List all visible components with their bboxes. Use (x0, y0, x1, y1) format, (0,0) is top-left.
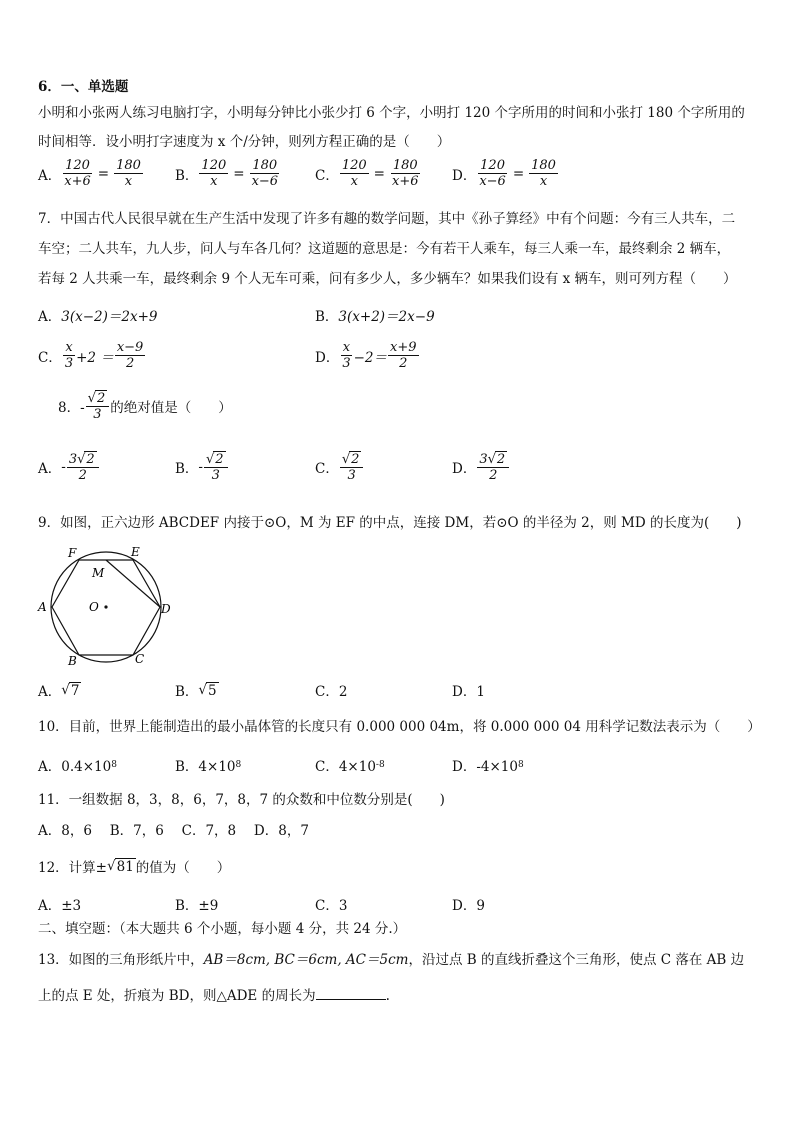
q7-option-c: C． $\frac{x}{3}$ +2 ＝ $\frac{x-9}{2}$ (38, 340, 144, 371)
q8-option-b: B． - $\frac{√2}{3}$ (175, 451, 229, 483)
q8-option-d: D． $\frac{3√2}{2}$ (452, 451, 510, 483)
q10-option-d: D．-4×10 8 (452, 759, 524, 775)
label-o: O (89, 600, 99, 614)
label-b: B (68, 654, 77, 668)
label-a: A (38, 600, 47, 614)
q10-stem: 10．目前，世界上能制造出的最小晶体管的长度只有 0.000 000 04m，将 0.000 000 04 用科学记数法表示为（ ） (38, 719, 761, 735)
q10-option-a: A．0.4×10 8 (38, 759, 117, 775)
q6-option-a: A． $\frac{120}{x+6}$ = $\frac{180}{x}$ (38, 158, 141, 189)
q8-option-a: A． - $\frac{3√2}{2}$ (38, 451, 100, 483)
section-fill-in-header: 二、填空题：（本大题共 6 个小题，每小题 4 分，共 24 分.） (38, 921, 407, 937)
segment-dm (106, 560, 160, 607)
q7-stem-line1: 7．中国古代人民很早就在生产生活中发现了许多有趣的数学问题，其中《孙子算经》中有个问题：今有三人共车，二 (38, 211, 736, 227)
hexagon-circle-figure (36, 545, 176, 670)
q8-option-c: C． $\frac{√2}{3}$ (315, 451, 364, 483)
q13-stem-line2: 上的点 E 处，折痕为 BD，则△ADE 的周长为 . (38, 988, 390, 1004)
q12-option-b: B．±9 (175, 898, 219, 914)
q6-stem-line2: 时间相等．设小明打字速度为 x 个/分钟，则列方程正确的是（ ） (38, 134, 451, 150)
q10-option-b: B．4×10 8 (175, 759, 242, 775)
q7-stem-line3: 若每 2 人共乘一车，最终剩余 9 个人无车可乘，问有多少人，多少辆车？如果我们设有 x 辆车，则可列方程（ ） (38, 271, 737, 287)
q6-option-c: C． $\frac{120}{x}$ = $\frac{180}{x+6}$ (315, 158, 419, 189)
q6-option-d: D． $\frac{120}{x-6}$ = $\frac{180}{x}$ (452, 158, 556, 189)
label-e: E (131, 545, 140, 559)
q11-stem: 11．一组数据 8，3，8，6，7，8，7 的众数和中位数分别是( ) (38, 792, 445, 808)
label-f: F (68, 546, 77, 560)
q7-stem-line2: 车空；二人共车，九人步，问人与车各几何？这道题的意思是：今有若干人乘车，每三人乘一车，最终剩余 2 辆车， (38, 241, 731, 257)
q8-stem: 8．- $\frac{√2}{3}$ 的绝对值是（ ） (58, 391, 232, 422)
q12-option-d: D．9 (452, 898, 485, 914)
center-point (104, 605, 107, 608)
label-d: D (161, 602, 171, 616)
q10-option-c: C．4×10 -8 (315, 759, 385, 775)
q12-stem: 12．计算± √ 81 的值为（ ） (38, 858, 231, 876)
q12-option-a: A．±3 (38, 898, 82, 914)
q9-stem: 9．如图，正六边形 ABCDEF 内接于⊙O，M 为 EF 的中点，连接 DM，若⊙O 的半径为 2，则 MD 的长度为( ) (38, 515, 742, 531)
q12-option-c: C．3 (315, 898, 348, 914)
q13-stem-line1: 13．如图的三角形纸片中，AB＝8cm, BC＝6cm, AC＝5cm，沿过点 B 的直线折叠这个三角形，使点 C 落在 AB 边 (38, 952, 745, 968)
q7-option-b: B． 3(x+2)＝2x−9 (315, 309, 435, 325)
q9-option-c: C．2 (315, 684, 348, 700)
q6-stem-line1: 小明和小张两人练习电脑打字，小明每分钟比小张少打 6 个字，小明打 120 个字所用的时间和小张打 180 个字所用的 (38, 105, 745, 121)
q9-option-b: B． √ 5 (175, 682, 217, 700)
label-m: M (92, 566, 105, 580)
q9-option-d: D．1 (452, 684, 485, 700)
q9-option-a: A． √ 7 (38, 682, 80, 700)
answer-blank[interactable] (316, 987, 386, 1000)
q11-options: A．8，6 B．7，6 C．7，8 D．8，7 (38, 823, 309, 839)
q7-option-a: A． 3(x−2)＝2x+9 (38, 309, 158, 325)
label-c: C (135, 652, 145, 666)
q6-option-b: B． $\frac{120}{x}$ = $\frac{180}{x-6}$ (175, 158, 279, 189)
q6-header: 6．一、单选题 (38, 79, 129, 95)
q7-option-d: D． $\frac{x}{3}$ −2＝ $\frac{x+9}{2}$ (315, 340, 417, 371)
